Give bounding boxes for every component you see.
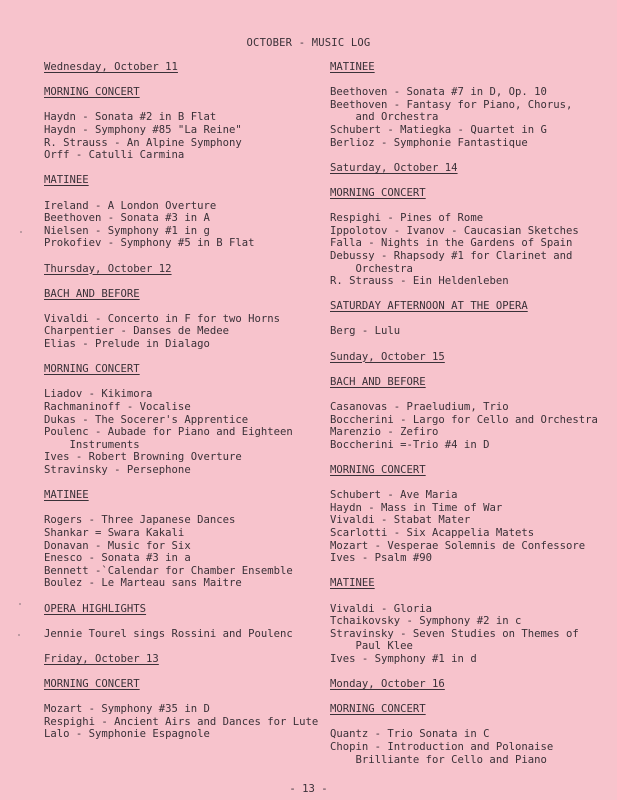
program-entry: Haydn - Mass in Time of War — [330, 501, 503, 514]
program-entry: Boccherini =-Trio #4 in D — [330, 438, 490, 451]
program-entry: Chopin - Introduction and Polonaise — [330, 741, 554, 754]
program-entry: Respighi - Pines of Rome — [330, 212, 484, 225]
program-entry: Boulez - Le Marteau sans Maitre — [44, 577, 242, 590]
program-list — [330, 728, 612, 766]
day-heading-saturday: Saturday, October 14 — [330, 161, 458, 174]
program-entry: Bennett -`Calendar for Chamber Ensemble — [44, 564, 293, 577]
program-entry: Ives - Robert Browning Overture — [44, 451, 242, 464]
day-heading-wednesday: Wednesday, October 11 — [44, 61, 178, 73]
program-entry: Tchaikovsky - Symphony #2 in c — [330, 615, 522, 628]
program-entry: Berlioz - Symphonie Fantastique — [330, 136, 528, 149]
day-heading-thursday: Thursday, October 12 — [44, 262, 172, 275]
program-list — [330, 86, 612, 149]
program-entry: Prokofiev - Symphony #5 in B Flat — [44, 237, 255, 250]
section-heading: OPERA HIGHLIGHTS — [44, 602, 147, 615]
section-heading: MORNING CONCERT — [330, 186, 426, 199]
program-entry: Nielsen - Symphony #1 in g — [44, 224, 210, 237]
program-entry-continuation: and Orchestra — [355, 111, 439, 124]
page-number: - 13 - — [289, 783, 328, 795]
program-entry: Orff - Catulli Carmina — [44, 149, 185, 162]
program-entry: Dukas - The Socerer's Apprentice — [44, 413, 249, 426]
paper-speck — [18, 634, 20, 636]
paper-speck — [19, 603, 21, 605]
program-entry: Vivaldi - Concerto in F for two Horns — [44, 312, 280, 325]
program-entry: Stravinsky - Seven Studies on Themes of — [330, 627, 579, 640]
program-entry: Beethoven - Sonata #7 in D, Op. 10 — [330, 86, 547, 99]
program-entry: Rachmaninoff - Vocalise — [44, 401, 191, 414]
program-list — [330, 401, 612, 451]
program-entry: Boccherini - Largo for Cello and Orchestra — [330, 413, 598, 426]
section-heading: SATURDAY AFTERNOON AT THE OPERA — [330, 300, 528, 313]
program-entry-continuation: Paul Klee — [355, 640, 413, 653]
program-list — [330, 325, 612, 338]
program-entry: Lalo - Symphonie Espagnole — [44, 728, 210, 741]
day-heading-monday: Monday, October 16 — [330, 678, 445, 691]
program-entry: Enesco - Sonata #3 in a — [44, 552, 191, 565]
program-entry: Mozart - Vesperae Solemnis de Confessore — [330, 539, 586, 552]
program-entry: Shankar = Swara Kakali — [44, 526, 185, 539]
section-heading: MATINEE — [330, 577, 375, 590]
program-entry: Beethoven - Fantasy for Piano, Chorus, — [330, 98, 573, 111]
program-entry: Respighi - Ancient Airs and Dances for Lute — [44, 715, 319, 728]
program-entry: Quantz - Trio Sonata in C — [330, 728, 490, 741]
section-heading: MORNING CONCERT — [44, 363, 140, 376]
program-entry: Casanovas - Praeludium, Trio — [330, 401, 509, 414]
paper-speck — [20, 231, 22, 233]
program-entry: Poulenc - Aubade for Piano and Eighteen — [44, 426, 293, 439]
program-entry: Ives - Symphony #1 in d — [330, 652, 477, 665]
program-entry: R. Strauss - Ein Heldenleben — [330, 275, 509, 288]
program-entry: Haydn - Symphony #85 "La Reine" — [44, 123, 242, 136]
section-heading: MORNING CONCERT — [330, 703, 426, 716]
program-list — [44, 514, 324, 590]
program-entry: Ippolotov - Ivanov - Caucasian Sketches — [330, 224, 579, 237]
section-heading: MORNING CONCERT — [44, 86, 140, 99]
program-entry: Haydn - Sonata #2 in B Flat — [44, 111, 217, 124]
section-heading: BACH AND BEFORE — [330, 375, 426, 388]
right-column — [330, 61, 612, 779]
program-entry: Vivaldi - Gloria — [330, 602, 433, 615]
program-entry: Liadov - Kikimora — [44, 388, 153, 401]
day-heading-sunday: Sunday, October 15 — [330, 350, 445, 363]
program-entry: Scarlotti - Six Acappelia Matets — [330, 526, 535, 539]
program-entry: Jennie Tourel sings Rossini and Poulenc — [44, 627, 293, 640]
document-title: OCTOBER - MUSIC LOG — [246, 37, 371, 49]
program-entry: Berg - Lulu — [330, 325, 401, 338]
program-entry: Marenzio - Zefiro — [330, 426, 439, 439]
section-heading: MATINEE — [44, 174, 89, 187]
program-entry: Rogers - Three Japanese Dances — [44, 514, 236, 527]
program-list — [44, 703, 324, 741]
program-entry: Ireland - A London Overture — [44, 199, 217, 212]
program-entry: Stravinsky - Persephone — [44, 464, 191, 476]
program-list — [44, 200, 324, 250]
program-entry-continuation: Orchestra — [355, 262, 413, 275]
program-entry: Falla - Nights in the Gardens of Spain — [330, 237, 573, 250]
section-heading: MATINEE — [44, 489, 89, 502]
program-entry: Vivaldi - Stabat Mater — [330, 514, 471, 527]
program-entry: Schubert - Matiegka - Quartet in G — [330, 123, 547, 136]
section-heading: MORNING CONCERT — [44, 678, 140, 691]
program-list — [330, 489, 612, 565]
program-entry: Ives - Psalm #90 — [330, 552, 433, 565]
section-heading: BACH AND BEFORE — [44, 287, 140, 300]
program-entry: Elias - Prelude in Dialago — [44, 338, 210, 351]
program-entry: R. Strauss - An Alpine Symphony — [44, 136, 242, 149]
program-list — [44, 628, 324, 641]
program-list — [330, 212, 612, 288]
program-entry-continuation: Instruments — [69, 438, 140, 451]
program-entry: Mozart - Symphony #35 in D — [44, 703, 210, 716]
program-entry-continuation: Brilliante for Cello and Piano — [355, 753, 547, 766]
program-list — [330, 603, 612, 666]
program-entry: Beethoven - Sonata #3 in A — [44, 212, 210, 225]
program-list — [44, 313, 324, 351]
section-heading: MATINEE — [330, 61, 375, 73]
program-entry: Schubert - Ave Maria — [330, 489, 458, 502]
program-list — [44, 111, 324, 161]
program-entry: Charpentier - Danses de Medee — [44, 325, 229, 338]
program-list — [44, 388, 324, 476]
section-heading: MORNING CONCERT — [330, 464, 426, 476]
program-entry: Debussy - Rhapsody #1 for Clarinet and — [330, 249, 573, 262]
day-heading-friday: Friday, October 13 — [44, 652, 159, 665]
left-column — [44, 61, 324, 754]
program-entry: Donavan - Music for Six — [44, 539, 191, 552]
